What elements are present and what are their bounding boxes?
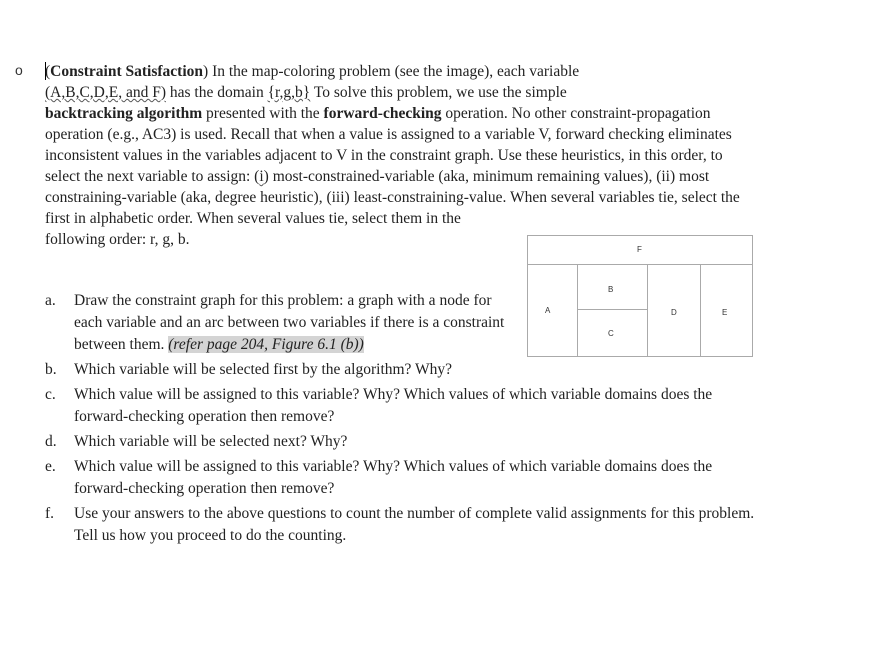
intro-text-7: following order: r, g, b. [45,231,190,248]
forward-checking-term: forward-checking [323,105,442,122]
question-d [45,431,765,453]
algorithm-name: backtracking algorithm [45,105,203,122]
list-bullet: o [15,62,23,78]
intro-text-2: has the domain [165,84,268,101]
intro-text-6: ) most-constrained-variable (aka, minimum remaining values), (ii) most constraining-variable (aka, degree heuristic), (iii) least-constraining-value. When several variables tie, select the first in alphabetic order. When several values tie, select them in the [45,168,740,227]
question-b [45,359,765,381]
problem-intro: (Constraint Satisfaction) In the map-coloring problem (see the image), each variable (A,B,C,D,E, and F) has the domain {r,g,b} To solve this problem, we use the simple backtracking algorithm presented with the forward-checking operation. No other constraint-propagation operation (e.g., AC3) is used. Recall that when a value is assigned to a variable V, forward checking eliminates inconsistent values in the variables adjacent to V in the constraint graph. Use these heuristics, in this order, to select the next variable to assign: (i) most-constrained-variable (aka, minimum remaining values), (ii) most constraining-variable (aka, degree heuristic), (iii) least-constraining-value. When several variables tie, select the first in alphabetic order. When several values tie, select them in the following order: r, g, b. [45,63,740,248]
figure-reference: (refer page 204, Figure 6.1 (b)) [168,336,364,353]
intro-text-1: ) In the map-coloring problem (see the image), each variable [203,63,580,80]
map-border-top-row [528,264,752,265]
question-text: Which variable will be selected next? Why? [74,433,348,450]
region-c-label: C [608,329,614,338]
region-f-label: F [637,245,642,254]
problem-title: Constraint Satisfaction [50,63,204,80]
question-text: Use your answers to the above questions to count the number of complete valid assignments for this problem. Tell us how you proceed to do the counting. [74,505,755,544]
question-label: a. [45,292,56,309]
region-e-label: E [722,308,728,317]
region-b-label: B [608,285,614,294]
question-e [45,456,765,500]
question-label: b. [45,361,57,378]
question-text: Which value will be assigned to this variable? Why? Which values of which variable domains does the forward-checking operation then remove? [74,386,713,425]
variables-list: (A,B,C,D,E, and F) [45,84,166,101]
question-text: Which variable will be selected first by the algorithm? Why? [74,361,453,378]
question-c [45,384,765,428]
question-text: Which value will be assigned to this variable? Why? Which values of which variable domains does the forward-checking operation then remove? [74,458,713,497]
intro-text-4: presented with the [202,105,324,122]
intro-text-3: To solve this problem, we use the simple [310,84,567,101]
region-a-label: A [545,306,551,315]
intro-text-5: operation. No other constraint-propagation operation (e.g., AC3) is used. Recall that when a value is assigned to a variable V, forward checking eliminates inconsistent values in the variables adjacent to V in the constraint graph. Use these heuristics, in this order, to select the next variable to assign: ( [45,105,732,185]
question-text: Draw the constraint graph for this problem: a graph with a node for each variable and an arc between two variables if there is a constraint between them. [74,292,505,353]
question-label: c. [45,386,56,403]
question-label: d. [45,433,57,450]
roman-i: i [259,168,264,185]
question-label: e. [45,458,56,475]
question-a [45,290,765,356]
question-label: f. [45,505,55,522]
question-list [45,290,765,550]
question-f [45,503,765,547]
region-d-label: D [671,308,677,317]
domain-set: {r,g,b} [267,84,311,101]
